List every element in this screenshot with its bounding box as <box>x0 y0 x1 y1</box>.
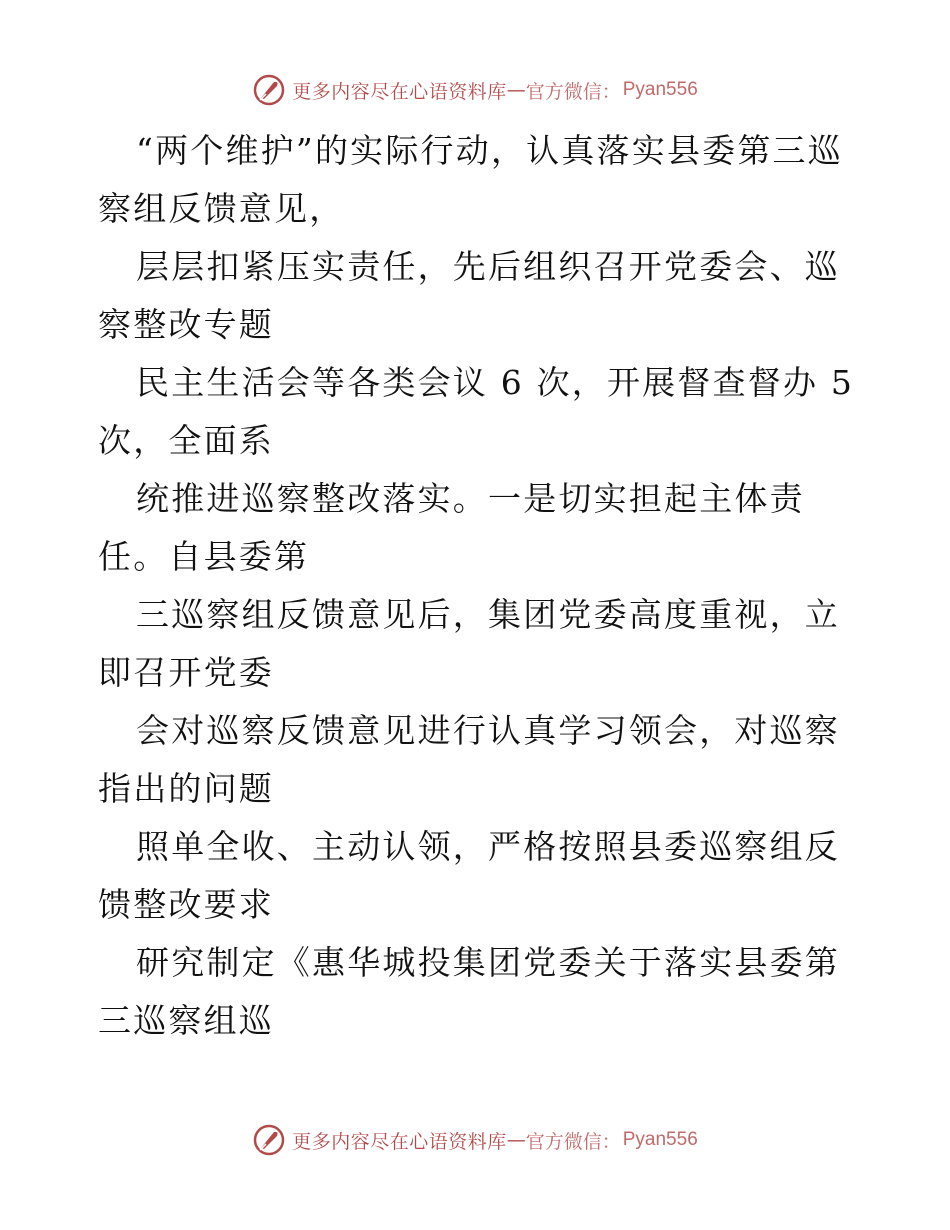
watermark-sub-text: 官方微信： <box>525 80 621 103</box>
paragraph-1: “两个维护”的实际行动，认真落实县委第三巡察组反馈意见， <box>98 131 843 228</box>
watermark-wechat-id: Pyan556 <box>622 79 698 100</box>
watermark-main-text: 更多内容尽在心语资料库 <box>292 80 507 103</box>
feather-pen-logo-icon <box>252 73 286 107</box>
watermark-main-text: 更多内容尽在心语资料库 <box>292 1130 507 1153</box>
paragraph-2: 层层扣紧压实责任，先后组织召开党委会、巡察整改专题 <box>98 247 840 344</box>
paragraph-4: 统推进巡察整改落实。一是切实担起主体责任。自县委第 <box>98 479 805 576</box>
watermark-separator: — <box>506 1129 526 1151</box>
feather-pen-logo-icon <box>252 1123 286 1157</box>
paragraph-8: 研究制定《惠华城投集团党委关于落实县委第三巡察组巡 <box>98 943 840 1040</box>
document-body <box>98 122 858 1050</box>
paragraph-5: 三巡察组反馈意见后，集团党委高度重视，立即召开党委 <box>98 595 840 692</box>
paragraph-6: 会对巡察反馈意见进行认真学习领会，对巡察指出的问题 <box>98 711 840 808</box>
watermark-sub-text: 官方微信： <box>525 1130 621 1153</box>
footer-watermark <box>0 1120 950 1160</box>
paragraph-3: 民主生活会等各类会议 6 次，开展督查督办 5 次，全面系 <box>98 363 855 460</box>
paragraph-7: 照单全收、主动认领，严格按照县委巡察组反馈整改要求 <box>98 827 840 924</box>
watermark-separator: — <box>506 79 526 101</box>
watermark-wechat-id: Pyan556 <box>622 1129 698 1150</box>
header-watermark <box>0 70 950 110</box>
